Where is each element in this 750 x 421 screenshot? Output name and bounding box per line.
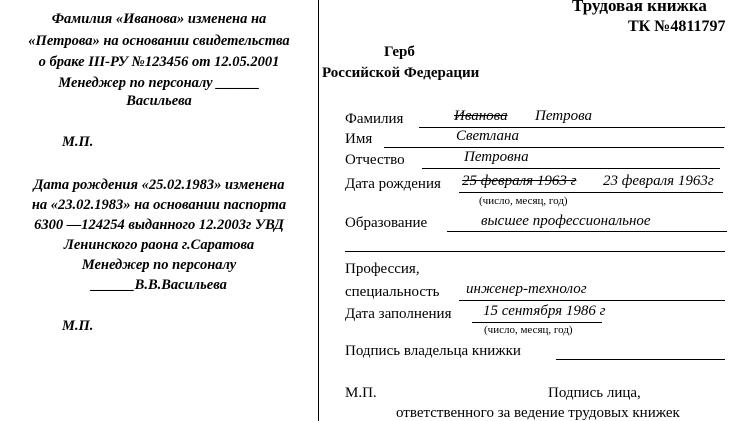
- education-underline: [447, 231, 727, 232]
- note2-line6: ______В.В.Васильева: [91, 277, 227, 293]
- note1-line2: «Петрова» на основании свидетельства: [28, 33, 290, 49]
- surname-old-value: Иванова: [454, 108, 508, 124]
- stamp-mp-1: М.П.: [62, 134, 94, 150]
- note2-line3: 6300 —124254 выданного 12.2003г УВД: [34, 217, 284, 233]
- document-number: ТК №4811797: [628, 18, 726, 35]
- document-title: Трудовая книжка: [572, 0, 707, 15]
- patronymic-underline: [422, 168, 720, 169]
- name-label: Имя: [345, 131, 373, 147]
- emblem-line1: Герб: [384, 44, 415, 60]
- footer-stamp: М.П.: [345, 385, 377, 401]
- education-value: высшее профессиональное: [481, 213, 651, 229]
- name-value: Светлана: [456, 128, 519, 144]
- note1-line4: Менеджер по персоналу ______: [58, 75, 260, 91]
- name-underline: [384, 147, 724, 148]
- patronymic-label: Отчество: [345, 152, 405, 168]
- responsible-signature-label-2: ответственного за ведение трудовых книжек: [396, 405, 680, 421]
- profession-label: Профессия,: [345, 261, 420, 277]
- birth-date-label: Дата рождения: [345, 176, 441, 192]
- owner-signature-label: Подпись владельца книжки: [345, 343, 521, 359]
- education-label: Образование: [345, 215, 428, 231]
- owner-signature-line: [556, 359, 725, 360]
- education-extra-line: [345, 251, 725, 252]
- specialty-label: специальность: [345, 284, 440, 300]
- birth-date-old-value: 25 февраля 1963 г: [462, 173, 577, 189]
- note1-line5: Васильева: [126, 93, 192, 109]
- note2-line4: Ленинского раона г.Саратова: [63, 237, 255, 253]
- profession-value: инженер-технолог: [466, 281, 587, 297]
- fill-date-label: Дата заполнения: [345, 306, 452, 322]
- emblem-line2: Российской Федерации: [322, 65, 480, 81]
- patronymic-value: Петровна: [464, 149, 529, 165]
- note2-line2: на «23.02.1983» на основании паспорта: [31, 197, 287, 213]
- birth-date-new-value: 23 февраля 1963г: [603, 173, 714, 189]
- profession-underline: [459, 300, 725, 301]
- note1-line3: о браке III-РУ №123456 от 12.05.2001: [38, 54, 280, 70]
- surname-label: Фамилия: [345, 111, 404, 127]
- stamp-mp-2: М.П.: [62, 318, 94, 334]
- note2-line5: Менеджер по персоналу: [81, 257, 237, 273]
- responsible-signature-label: Подпись лица,: [548, 385, 641, 401]
- note2-line1: Дата рождения «25.02.1983» изменена: [33, 177, 285, 193]
- fill-date-value: 15 сентября 1986 г: [483, 303, 606, 319]
- birth-date-hint: (число, месяц, год): [479, 195, 568, 207]
- page-divider: [318, 0, 319, 421]
- birth-date-underline: [459, 192, 723, 193]
- note1-line1: Фамилия «Иванова» изменена на: [51, 11, 267, 27]
- fill-date-underline: [472, 322, 602, 323]
- surname-new-value: Петрова: [535, 108, 593, 124]
- fill-date-hint: (число, месяц, год): [484, 324, 573, 336]
